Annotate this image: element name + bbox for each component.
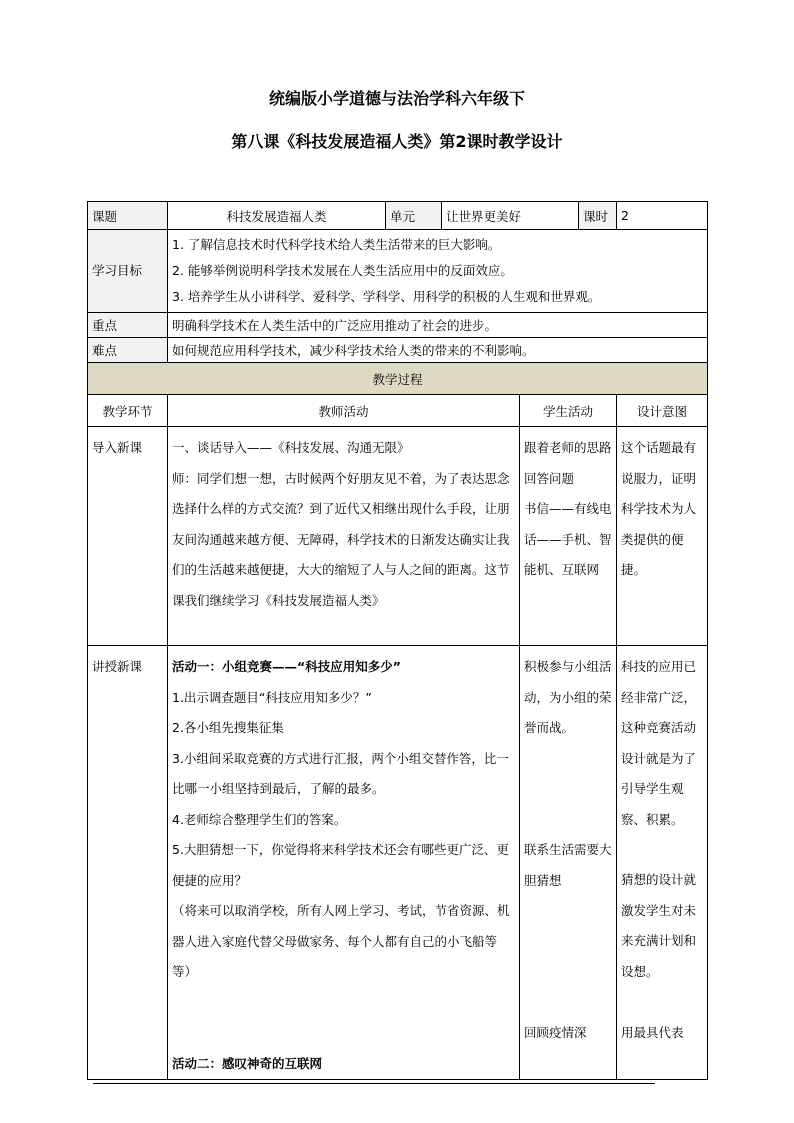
topic-label: 课题 [88,202,168,230]
objectives-row [88,230,708,313]
purpose-line: 这个话题最有说服力，证明科学技术为人类提供的便捷。 [621,440,697,577]
objective-item: 3. 培养学生从小讲科学、爱科学、学科学、用科学的积极的人生观和世界观。 [172,289,601,304]
header-stage: 教学环节 [88,395,168,427]
activity-one-heading: 活动一：小组竞赛——“科技应用知多少” [172,659,401,674]
intro-stage: 导入新课 [88,427,168,646]
activity-two-heading: 活动二：感叹神奇的互联网 [172,1055,323,1071]
topic-value: 科技发展造福人类 [168,202,386,230]
difficulty-row [88,338,708,363]
key-point-label: 重点 [88,313,168,338]
unit-label: 单元 [386,202,442,230]
teacher-line: 1.出示调查题目“科技应用知多少？” [172,689,372,705]
purpose-line: 科技的应用已经非常广泛，这种竞赛活动设计就是为了引导学生观察、积累。 [621,659,697,827]
key-point-text: 明确科学技术在人类生活中的广泛应用推动了社会的进步。 [168,313,708,338]
lesson-plan-table [87,201,708,1080]
teaching-purpose [617,646,708,1080]
objectives-label: 学习目标 [88,230,168,313]
process-title-row [88,363,708,395]
key-point-row [88,313,708,338]
document-subtitle: 第八课《科技发展造福人类》第2课时教学设计 [231,132,563,151]
teacher-line: 一、谈话导入——《科技发展、沟通无限》 [172,440,410,455]
student-line: 积极参与小组活动，为小组的荣誉而战。 [524,659,612,735]
student-line: 书信——有线电话——手机、智能机、互联网 [524,501,612,577]
footer-rule [93,1083,655,1084]
header-teacher: 教师活动 [168,395,520,427]
teacher-line: 5.大胆猜想一下，你觉得将来科学技术还会有哪些更广泛、更便捷的应用？ [172,842,509,888]
teacher-line: 4.老师综合整理学生们的答案。 [172,811,347,827]
objective-item: 2. 能够举例说明科学技术发展在人类生活应用中的反面效应。 [172,263,513,278]
teacher-line: 师：同学们想一想，古时候两个好朋友见不着，为了表达思念选择什么样的方式交流？到了近代又相继出现什么手段，让朋友间沟通越来越方便、无障碍，科学技术的日渐发达确实让我们的生活越来越便捷，大大的缩短了人与人之间的距离。这节课我们继续学习《科技发展造福人类》 [172,470,510,608]
teaching-row [88,646,708,1080]
period-label: 课时 [579,202,617,230]
header-purpose: 设计意图 [617,395,708,427]
process-title: 教学过程 [88,363,708,395]
purpose-line: 用最具代表 [621,1025,684,1040]
teaching-student-activity [520,646,617,1080]
teaching-teacher-activity [168,646,520,1080]
teacher-line: 3.小组间采取竞赛的方式进行汇报，两个小组交替作答，比一比哪一小组坚持到最后，了解的最多。 [172,750,509,796]
intro-purpose [617,427,708,646]
student-line: 联系生活需要大胆猜想 [524,842,612,888]
difficulty-text: 如何规范应用科学技术，减少科学技术给人类的带来的不利影响。 [168,338,708,363]
objectives-list [168,230,708,313]
blank-line [172,988,515,1049]
period-value: 2 [617,202,708,230]
intro-row [88,427,708,646]
student-line: 回顾疫情深 [524,1025,587,1040]
unit-value: 让世界更美好 [442,202,579,230]
teacher-line: （将来可以取消学校，所有人网上学习、考试，节省资源、机器人进入家庭代替父母做家务、每个人都有自己的小飞船等等） [172,903,510,979]
teacher-line: 2.各小组先搜集征集 [172,720,284,735]
teaching-stage: 讲授新课 [88,646,168,1080]
document-title: 统编版小学道德与法治学科六年级下 [268,89,525,108]
topic-row [88,202,708,230]
intro-student-activity [520,427,617,646]
intro-teacher-activity [168,427,520,646]
purpose-line: 猜想的设计就激发学生对未来充满计划和设想。 [621,872,697,979]
header-student: 学生活动 [520,395,617,427]
objective-item: 1. 了解信息技术时代科学技术给人类生活带来的巨大影响。 [172,237,501,252]
student-line: 跟着老师的思路回答问题 [524,440,612,486]
process-header-row [88,395,708,427]
difficulty-label: 难点 [88,338,168,363]
